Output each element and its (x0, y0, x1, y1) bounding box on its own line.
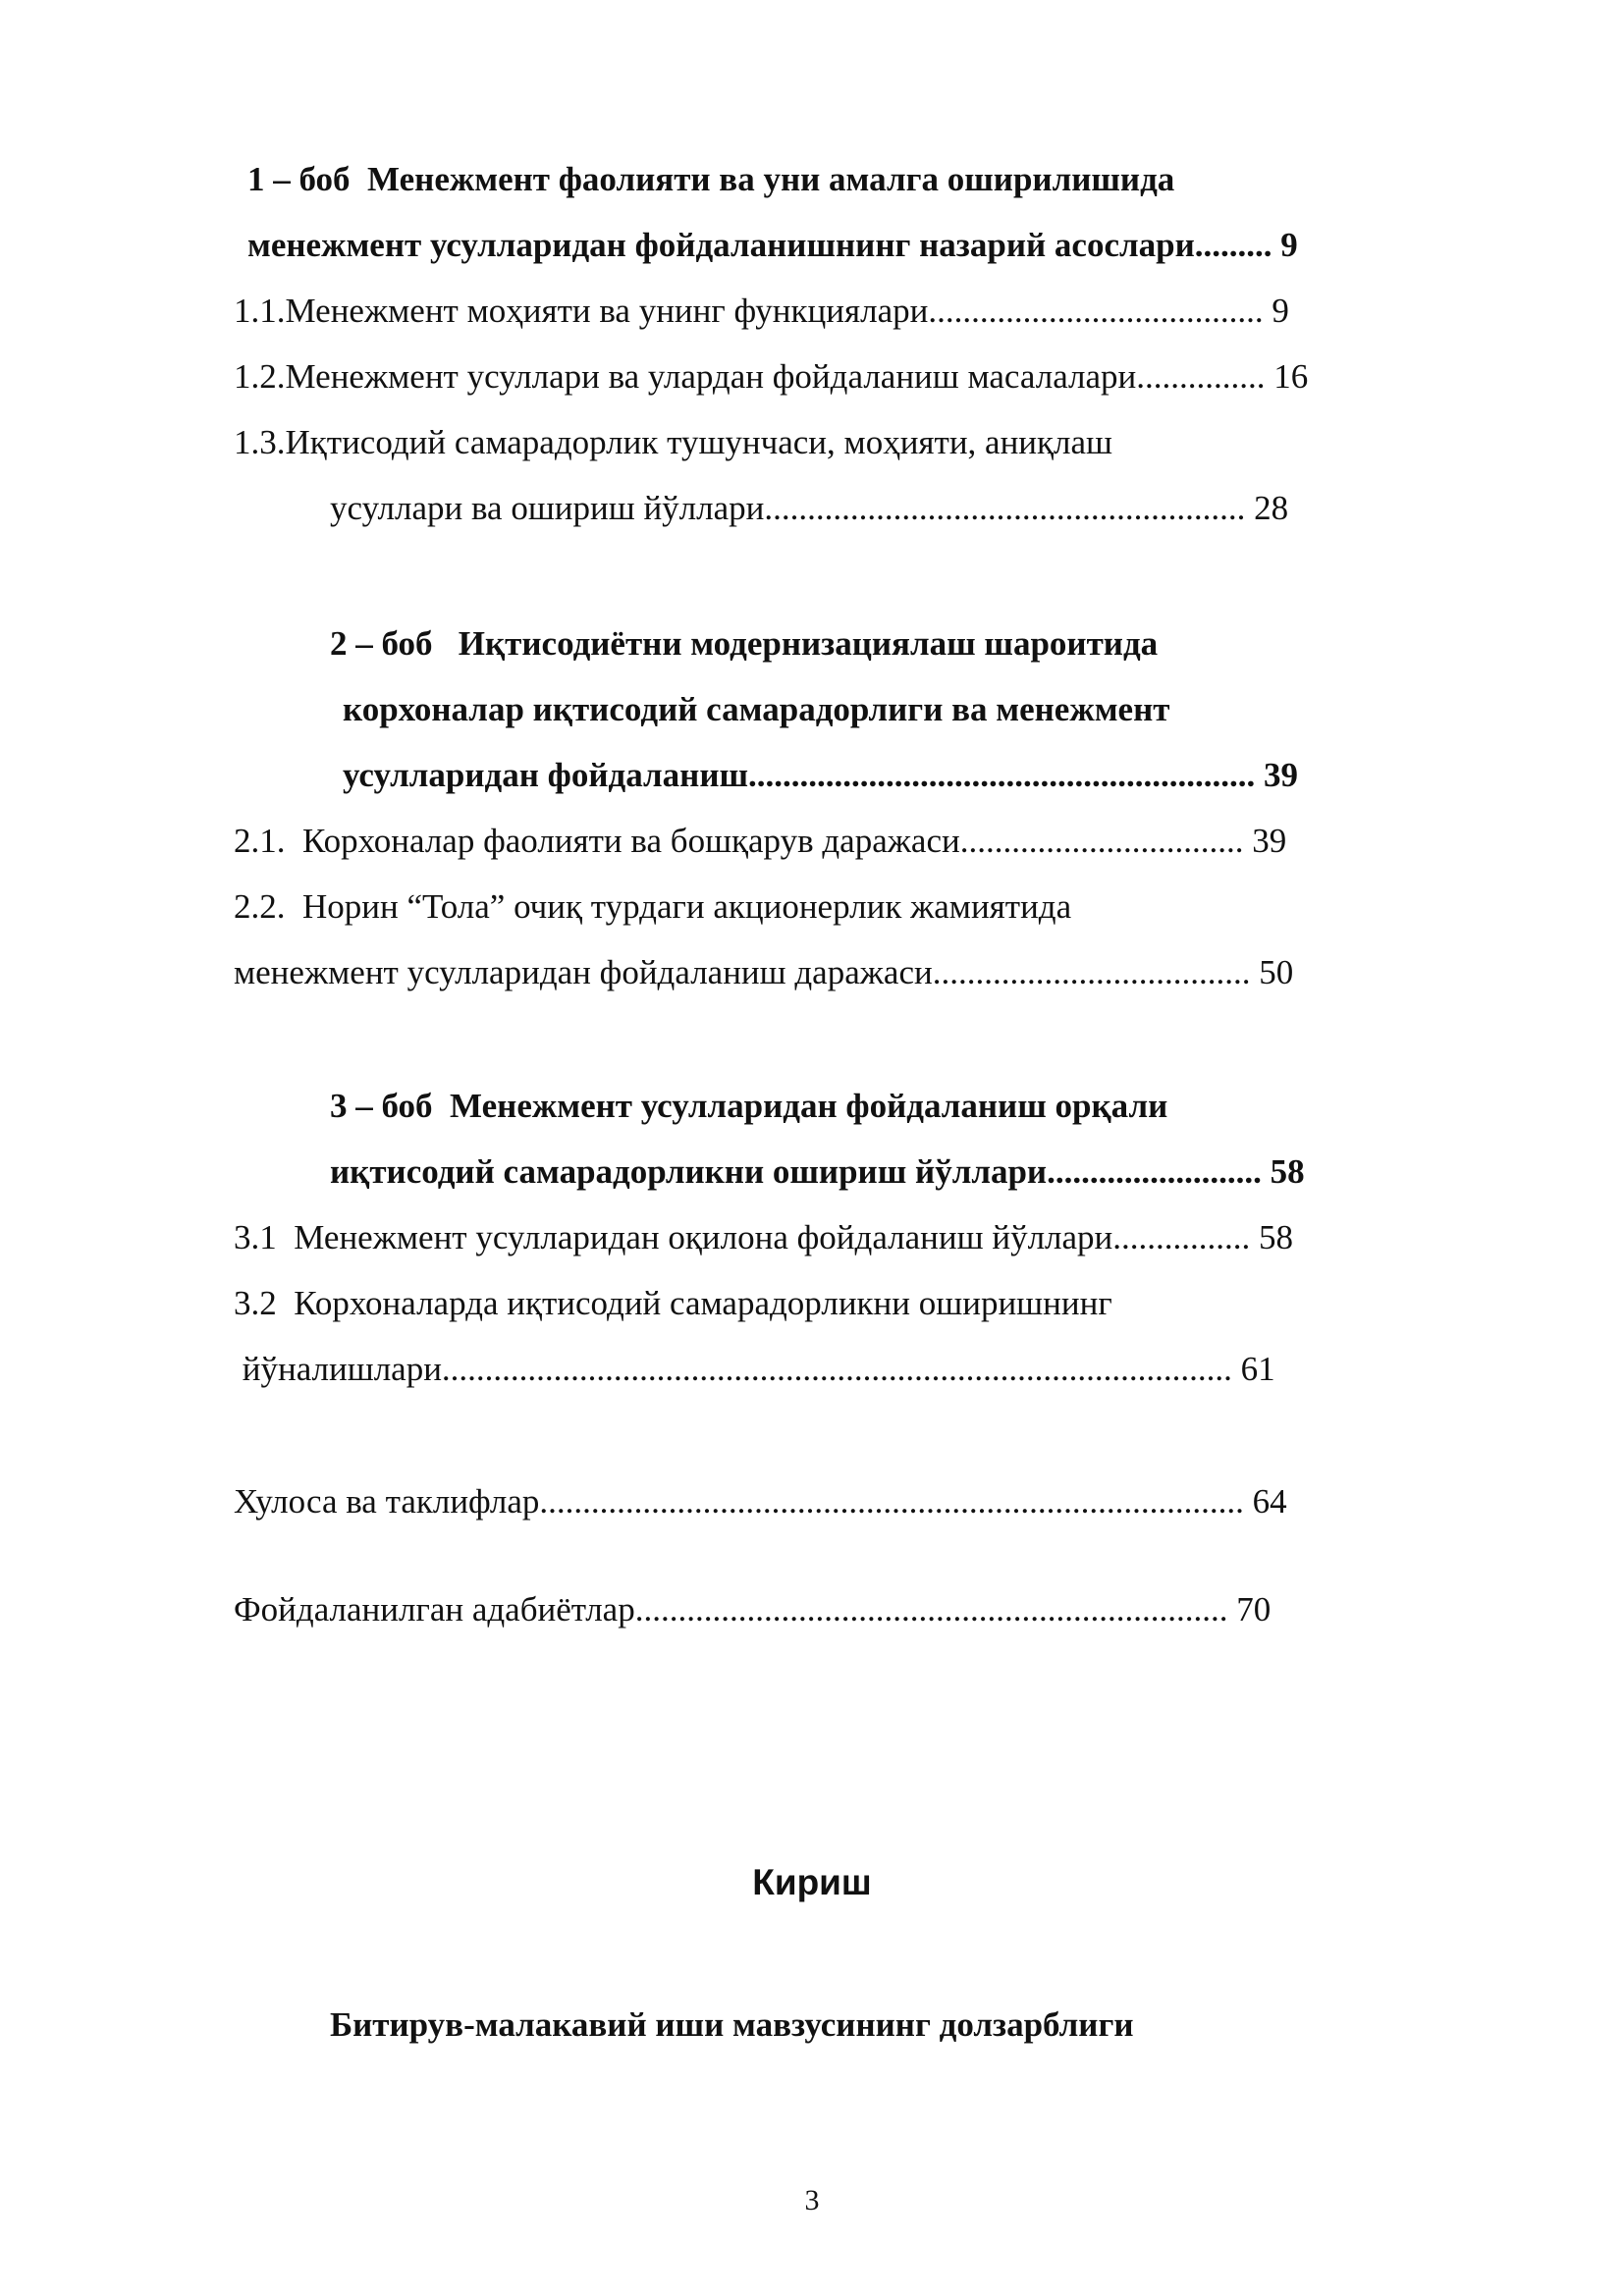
toc-chapter-1-title: 1 – боб Менежмент фаолияти ва уни амалга оширилишида (247, 160, 1175, 198)
toc-chapter-3-title: 3 – боб Менежмент усулларидан фойдаланиш орқали (330, 1087, 1168, 1125)
introduction-subheading: Битирув-малакавий иши мавзусининг долзарблиги (330, 2005, 1134, 2044)
toc-conclusions: Хулоса ва таклифлар.................................................................................. 64 (234, 1482, 1287, 1521)
toc-section-1-1: 1.1.Менежмент моҳияти ва унинг функциялари....................................... 9 (234, 292, 1289, 330)
toc-section-1-2: 1.2.Менежмент усуллари ва улардан фойдаланиш масалалари............... 16 (234, 357, 1309, 396)
toc-section-1-3: 1.3.Иқтисодий самарадорлик тушунчаси, моҳияти, аниқлаш (234, 423, 1112, 461)
toc-chapter-2-title: 2 – боб Иқтисодиётни модернизациялаш шароитида (330, 624, 1159, 663)
toc-section-2-2: 2.2. Норин “Тола” очиқ турдаги акционерлик жамиятида (234, 887, 1072, 926)
page-number: 3 (804, 2184, 820, 2216)
toc-section-2-2-cont: менежмент усулларидан фойдаланиш даражаси..................................... 50 (234, 953, 1294, 991)
toc-section-3-1: 3.1 Менежмент усулларидан оқилона фойдаланиш йўллари................ 58 (234, 1218, 1294, 1256)
toc-chapter-3-title-cont: иқтисодий самарадорликни ошириш йўллари......................... 58 (330, 1152, 1305, 1191)
toc-section-1-3-cont: усуллари ва ошириш йўллари........................................................ 28 (330, 489, 1289, 527)
toc-section-3-2-cont: йўналишлари............................................................................................ 61 (234, 1350, 1275, 1388)
toc-chapter-2-title-cont: корхоналар иқтисодий самарадорлиги ва менежмент (343, 690, 1170, 728)
introduction-heading: Кириш (752, 1862, 872, 1902)
toc-section-2-1: 2.1. Корхоналар фаолияти ва бошқарув даражаси................................. 39 (234, 822, 1287, 860)
toc-chapter-1-title-cont: менежмент усулларидан фойдаланишнинг назарий асослари......... 9 (247, 226, 1298, 264)
toc-references: Фойдаланилган адабиётлар..................................................................... 70 (234, 1590, 1272, 1629)
toc-chapter-2-title-cont2: усулларидан фойдаланиш........................................................... 39 (343, 756, 1299, 794)
toc-section-3-2: 3.2 Корхоналарда иқтисодий самарадорликни оширишнинг (234, 1284, 1112, 1322)
